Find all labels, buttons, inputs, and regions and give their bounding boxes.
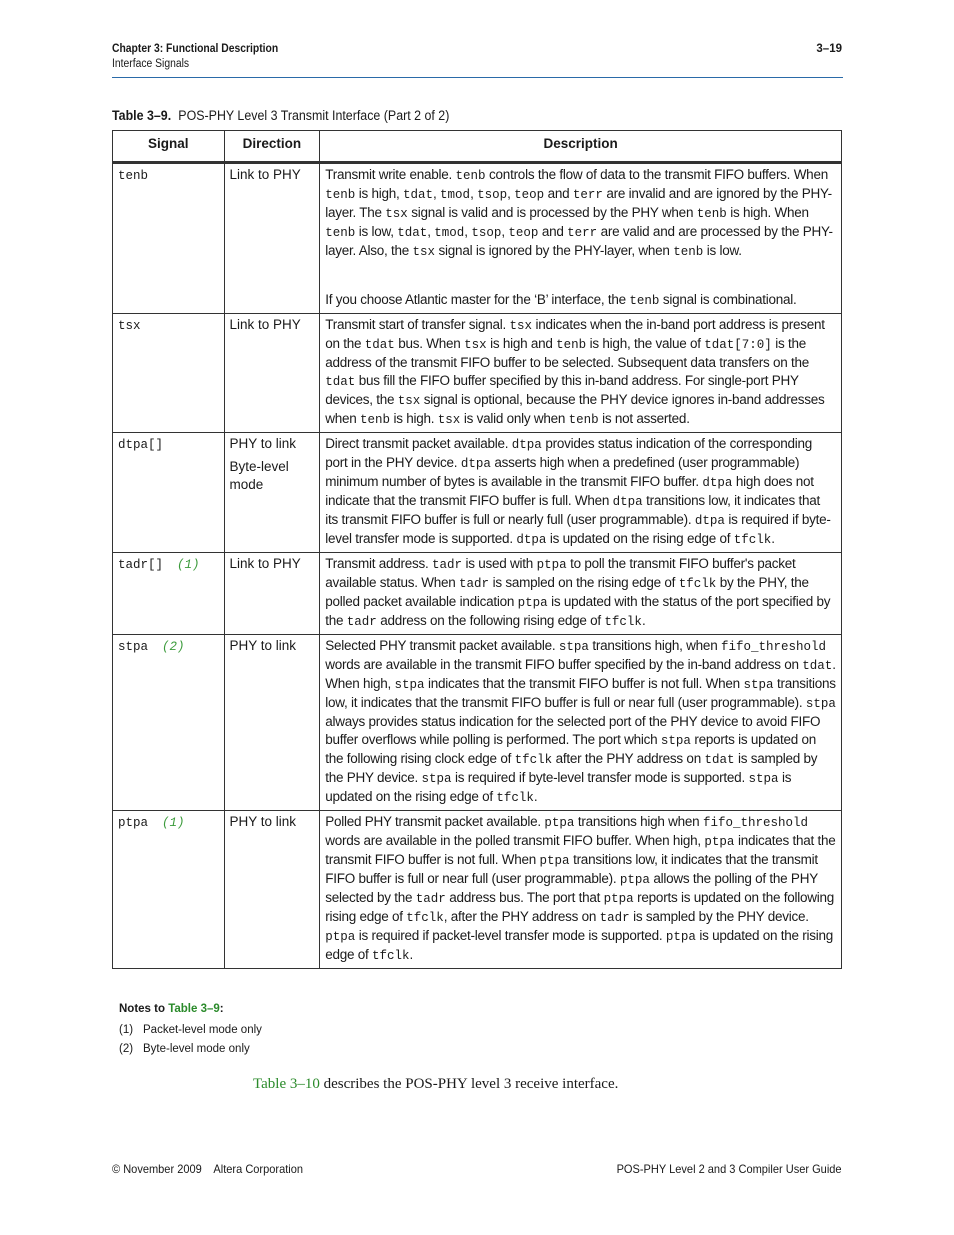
direction-cell xyxy=(224,433,320,553)
signal-code: tdat xyxy=(397,226,428,240)
description-text: indicates that the transmit FIFO buffer is not full. When xyxy=(424,676,744,691)
direction-text: Link to PHY xyxy=(229,167,301,182)
description-paragraph xyxy=(325,813,836,965)
description-paragraph xyxy=(325,637,836,807)
signal-code: tsop xyxy=(477,188,508,202)
signal-code: tsx xyxy=(412,245,436,259)
description-text: Polled PHY transmit packet available. xyxy=(325,814,545,829)
signal-code: tfclk xyxy=(678,577,717,591)
running-header-chapter: Chapter 3: Functional Description xyxy=(112,43,279,55)
signal-code: ptpa xyxy=(603,892,634,906)
table-row xyxy=(113,635,842,811)
description-text: bus. When xyxy=(394,336,465,351)
table-caption xyxy=(112,108,449,123)
note-text: Byte-level mode only xyxy=(143,1043,250,1055)
description-text: is updated on the rising edge of xyxy=(325,770,792,804)
signal-code: tmod xyxy=(440,188,471,202)
description-text: Transmit write enable. xyxy=(325,167,456,182)
footer-title: POS-PHY Level 2 and 3 Compiler User Guide xyxy=(617,1162,842,1176)
description-text: signal is optional, because the PHY device ignores in-band addresses when xyxy=(325,392,825,426)
description-text: , xyxy=(507,186,515,201)
signal-code: fifo_threshold xyxy=(720,640,826,654)
note-item xyxy=(119,1024,262,1036)
table-3-10-link[interactable]: Table 3–10 xyxy=(253,1076,320,1092)
description-text: reports is updated on the following rising edge of xyxy=(325,890,835,924)
table-caption-text: POS-PHY Level 3 Transmit Interface (Part 2 of 2) xyxy=(178,108,450,123)
description-text: is updated with the status of the port specified by the xyxy=(325,594,831,628)
description-text: transitions low, it indicates that its transmit FIFO buffer is full or nearly full (user programmable). xyxy=(325,493,820,527)
signal-code: tenb xyxy=(360,413,391,427)
signal-code: teop xyxy=(508,226,539,240)
description-text: , xyxy=(501,224,509,239)
description-text: is sampled on the rising edge of xyxy=(489,575,679,590)
signal-code: stpa xyxy=(660,734,691,748)
signal-code: tfclk xyxy=(406,911,444,925)
table-row xyxy=(113,553,842,635)
column-header-direction: Direction xyxy=(224,131,320,163)
description-text: . xyxy=(409,947,414,962)
running-header-section: Interface Signals xyxy=(112,58,190,70)
description-text: bus fill the FIFO buffer specified by this in-band address. For single-port PHY devices, the xyxy=(325,373,799,407)
description-paragraph xyxy=(325,435,836,549)
description-text: address on the following rising edge of xyxy=(376,613,605,628)
signal-code: tsx xyxy=(509,319,533,333)
signal-code: teop xyxy=(514,188,545,202)
signal-code: tenb xyxy=(325,226,356,240)
note-reference-link[interactable]: (2) xyxy=(162,640,185,654)
direction-text: Link to PHY xyxy=(229,556,301,571)
description-text: always provides status indication for the selected port of the PHY device to avoid FIFO buffer overflows while polling is performed. The port which xyxy=(325,714,821,747)
description-text: address bus. The port that xyxy=(445,890,604,905)
notes-title-suffix: : xyxy=(219,1003,224,1015)
description-cell xyxy=(320,553,842,635)
signal-name: tenb xyxy=(118,169,149,183)
signal-cell xyxy=(113,553,225,635)
signal-code: dtpa xyxy=(694,514,725,528)
signal-code: tdat xyxy=(802,659,833,673)
signal-code: fifo_threshold xyxy=(702,816,808,830)
description-text: controls the flow of data to the transmit FIFO buffers. When xyxy=(485,167,828,182)
description-text: is sampled by the PHY device. xyxy=(325,751,818,785)
note-number: (1) xyxy=(119,1024,134,1036)
signal-code: tsx xyxy=(397,394,421,408)
description-text: is high and xyxy=(486,336,557,351)
description-cell xyxy=(320,635,842,811)
description-text: , xyxy=(464,224,472,239)
signal-code: dtpa xyxy=(511,438,542,452)
signal-cell xyxy=(113,433,225,553)
direction-text: Byte-level mode xyxy=(229,459,289,492)
signal-code: tdat xyxy=(403,188,434,202)
signal-code: terr xyxy=(567,226,598,240)
description-text: Direct transmit packet available. xyxy=(325,436,512,451)
description-cell xyxy=(320,811,842,969)
description-text: is high. xyxy=(390,411,438,426)
description-text: is valid only when xyxy=(460,411,569,426)
direction-cell xyxy=(224,314,320,433)
signal-code: tfclk xyxy=(604,615,642,629)
signal-code: tadr xyxy=(599,911,630,925)
direction-text: PHY to link xyxy=(229,436,297,451)
description-text: words are available in the polled transmit FIFO buffer. When high, xyxy=(325,833,705,848)
signal-code: dtpa xyxy=(460,457,491,471)
description-text: transitions low, it indicates that the transmit FIFO buffer is full or near full (user programmable). xyxy=(325,852,818,886)
signal-code: tenb xyxy=(455,169,486,183)
description-text: transitions high, when xyxy=(588,638,721,653)
signal-code: ptpa xyxy=(325,930,356,944)
table-row xyxy=(113,314,842,433)
description-text: provides status indication of the corresponding port in the PHY device. xyxy=(325,436,812,470)
signal-code: tsx xyxy=(385,207,408,221)
signal-code: ptpa xyxy=(539,854,570,868)
description-text: signal is combinational. xyxy=(659,292,797,307)
signal-code: tenb xyxy=(568,413,599,427)
direction-cell xyxy=(224,635,320,811)
table-header-row xyxy=(113,131,842,163)
signal-code: tdat xyxy=(364,338,395,352)
description-text: is low, xyxy=(355,224,398,239)
signal-code: tfclk xyxy=(514,753,553,767)
note-text: Packet-level mode only xyxy=(143,1024,262,1036)
signal-code: tfclk xyxy=(372,949,410,963)
body-paragraph xyxy=(253,1076,618,1093)
signal-code: tdat[7:0] xyxy=(704,338,772,352)
description-text: after the PHY address on xyxy=(552,751,705,766)
signal-code: tdat xyxy=(325,375,356,389)
signal-code: tadr xyxy=(346,615,377,629)
direction-cell xyxy=(224,553,320,635)
table-caption-label: Table 3–9. xyxy=(112,108,172,123)
description-cell xyxy=(320,433,842,553)
table-row xyxy=(113,811,842,969)
signal-code: tenb xyxy=(629,294,660,308)
description-text: is updated on the rising edge of xyxy=(546,531,734,546)
description-text: is used with xyxy=(462,556,537,571)
description-text: by the PHY, the polled packet available indication xyxy=(325,575,809,609)
description-text: Transmit start of transfer signal. xyxy=(325,317,510,332)
signal-code: tadr xyxy=(432,558,463,572)
description-text: is not asserted. xyxy=(598,411,690,426)
description-text: words are available in the transmit FIFO buffer specified by the in-band address on xyxy=(325,657,803,672)
description-text: transitions high when xyxy=(574,814,703,829)
description-text: is high, xyxy=(355,186,404,201)
signal-name: ptpa xyxy=(118,816,149,830)
description-text: is high. When xyxy=(726,205,809,220)
table-row xyxy=(113,433,842,553)
description-text: reports is updated on the following rising clock edge of xyxy=(325,732,816,766)
signal-code: ptpa xyxy=(704,835,735,849)
description-paragraph xyxy=(325,555,836,631)
footer-copyright: © November 2009 Altera Corporation xyxy=(112,1162,304,1176)
table-row xyxy=(113,163,842,314)
description-text: , xyxy=(427,224,435,239)
description-paragraph xyxy=(325,166,836,261)
signal-code: tadr xyxy=(459,577,490,591)
direction-text: PHY to link xyxy=(229,814,297,829)
signal-code: stpa xyxy=(805,697,836,711)
signal-code: dtpa xyxy=(516,533,547,547)
signal-name: tadr[] xyxy=(118,558,164,572)
signal-cell xyxy=(113,811,225,969)
description-text: are valid and are processed by the PHY-layer. Also, the xyxy=(325,224,833,258)
description-text: is low. xyxy=(703,243,742,258)
signal-code: ptpa xyxy=(665,930,696,944)
description-text: . xyxy=(533,789,538,804)
signal-code: tsx xyxy=(464,338,487,352)
signal-code: ptpa xyxy=(517,596,548,610)
signal-code: ptpa xyxy=(544,816,575,830)
page-number: 3–19 xyxy=(816,43,842,55)
signal-code: ptpa xyxy=(619,873,650,887)
header-rule xyxy=(112,77,843,78)
signal-code: stpa xyxy=(421,772,452,786)
direction-cell xyxy=(224,811,320,969)
description-cell xyxy=(320,163,842,314)
description-text: is updated on the rising edge of xyxy=(325,928,834,962)
signal-name: tsx xyxy=(118,319,141,333)
description-text: and xyxy=(538,224,568,239)
signal-code: stpa xyxy=(558,640,589,654)
description-text: signal is ignored by the PHY-layer, when xyxy=(435,243,674,258)
description-text: , xyxy=(433,186,441,201)
signal-code: tenb xyxy=(325,188,356,202)
notes-title xyxy=(119,1003,224,1015)
signal-code: stpa xyxy=(394,678,425,692)
signal-code: tadr xyxy=(415,892,446,906)
description-text: Transmit address. xyxy=(325,556,433,571)
signal-code: tenb xyxy=(556,338,587,352)
signal-name: dtpa[] xyxy=(118,438,164,452)
description-text: . xyxy=(771,531,775,546)
description-text: high does not indicate that the transmit FIFO buffer is full. When xyxy=(325,474,814,508)
description-text: and xyxy=(544,186,573,201)
description-text: Selected PHY transmit packet available. xyxy=(325,638,559,653)
note-reference-link[interactable]: (1) xyxy=(162,816,185,830)
description-text: transitions low, it indicates that the transmit FIFO buffer is full or near full (user programmable). xyxy=(325,676,836,710)
signal-code: tdat xyxy=(704,753,735,767)
description-text: , after the PHY address on xyxy=(443,909,600,924)
description-text: . When high, xyxy=(325,657,836,691)
signal-code: tenb xyxy=(673,245,704,259)
description-text: is required if packet-level transfer mode is supported. xyxy=(355,928,666,943)
signal-code: terr xyxy=(572,188,603,202)
direction-text: Link to PHY xyxy=(229,317,301,332)
signal-code: dtpa xyxy=(702,476,733,490)
signal-code: tenb xyxy=(696,207,727,221)
description-text: is required if byte-level transfer mode is supported. xyxy=(325,512,831,546)
column-header-description: Description xyxy=(320,131,842,163)
description-text: is sampled by the PHY device. xyxy=(629,909,809,924)
description-text: indicates that the transmit FIFO buffer is not full. When xyxy=(325,833,836,867)
note-item xyxy=(119,1043,250,1055)
description-paragraph xyxy=(325,316,836,429)
signal-cell xyxy=(113,163,225,314)
column-header-signal: Signal xyxy=(113,131,225,163)
description-text: is high, the value of xyxy=(586,336,705,351)
signal-table xyxy=(112,130,842,969)
description-text: . xyxy=(641,613,646,628)
description-text: allows the polling of the PHY selected by the xyxy=(325,871,818,905)
description-paragraph xyxy=(325,291,836,310)
notes-table-link[interactable]: Table 3–9 xyxy=(168,1003,220,1015)
signal-code: tfclk xyxy=(496,791,534,805)
description-text: are invalid and are ignored by the PHY-layer. The xyxy=(325,186,832,220)
description-cell xyxy=(320,314,842,433)
signal-code: ptpa xyxy=(536,558,567,572)
signal-code: tmod xyxy=(434,226,465,240)
description-text: If you choose Atlantic master for the ‘B’ interface, the xyxy=(325,292,630,307)
signal-cell xyxy=(113,314,225,433)
description-text: , xyxy=(470,186,478,201)
signal-code: stpa xyxy=(743,678,774,692)
note-number: (2) xyxy=(119,1043,134,1055)
signal-code: dtpa xyxy=(612,495,643,509)
signal-name: stpa xyxy=(118,640,149,654)
description-text: indicates when the in-band port address is present on the xyxy=(325,317,825,351)
note-reference-link[interactable]: (1) xyxy=(177,558,200,572)
signal-cell xyxy=(113,635,225,811)
description-text: is the address of the transmit FIFO buffer to be selected. Subsequent data transfers on the xyxy=(325,336,810,370)
body-text: describes the POS-PHY level 3 receive interface. xyxy=(319,1076,619,1092)
signal-code: tsop xyxy=(471,226,502,240)
description-text: to poll the transmit FIFO buffer's packet available status. When xyxy=(325,556,796,590)
description-text: asserts high when a predefined (user programmable) minimum number of bytes is available in the transmit FIFO buffer. xyxy=(325,455,800,489)
direction-text: PHY to link xyxy=(229,638,297,653)
direction-cell xyxy=(224,163,320,314)
description-text: is required if byte-level transfer mode is supported. xyxy=(451,770,749,785)
notes-title-prefix: Notes to xyxy=(119,1003,169,1015)
signal-code: stpa xyxy=(748,772,779,786)
description-text: signal is valid and is processed by the PHY when xyxy=(407,205,697,220)
signal-code: tfclk xyxy=(733,533,772,547)
signal-code: tsx xyxy=(437,413,461,427)
